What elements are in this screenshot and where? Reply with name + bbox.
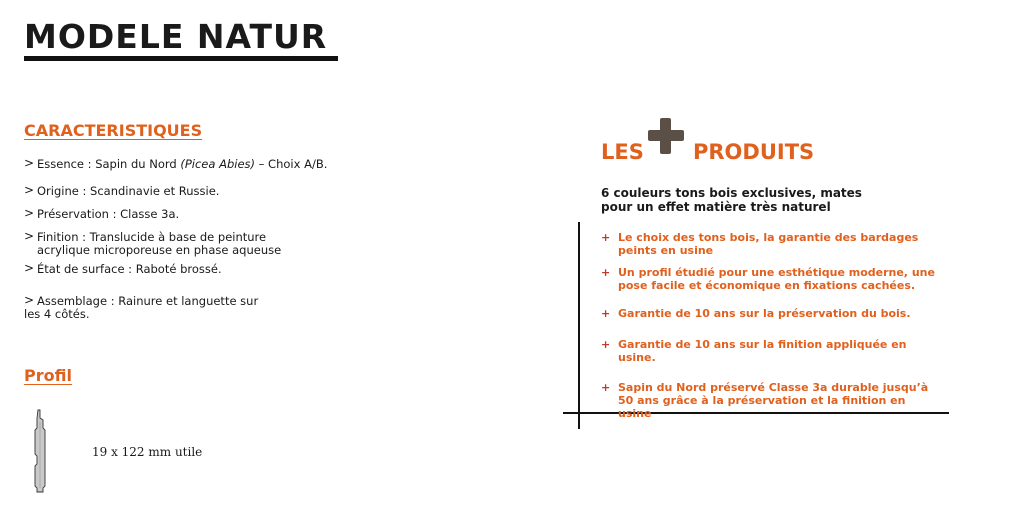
char-item-origine xyxy=(24,185,354,198)
products-intro-line1: 6 couleurs tons bois exclusives, mates xyxy=(601,186,862,200)
char-value-line2: les 4 côtés. xyxy=(24,307,90,321)
char-value: Rainure et languette sur xyxy=(114,294,259,308)
plus-bullet-icon: + xyxy=(601,307,611,320)
advantage-item xyxy=(601,338,941,364)
char-item-assemblage xyxy=(24,295,354,321)
char-value: Scandinavie et Russie. xyxy=(86,184,220,198)
board-profile-icon xyxy=(28,408,52,494)
advantage-line1: Garantie de 10 ans sur la préservation du bois. xyxy=(618,307,911,320)
advantage-line1: Le choix des tons bois, la garantie des bardages xyxy=(618,231,919,244)
profil-heading: Profil xyxy=(24,366,72,385)
vertical-divider xyxy=(578,222,580,429)
characteristics-heading: CARACTERISTIQUES xyxy=(24,121,203,140)
advantage-line2: 50 ans grâce à la préservation et la finition en usine xyxy=(618,394,906,420)
char-label: Finition : xyxy=(37,230,87,244)
char-item-essence xyxy=(24,158,354,171)
products-intro-line2: pour un effet matière très naturel xyxy=(601,200,831,214)
advantage-line1: Sapin du Nord préservé Classe 3a durable jusqu’à xyxy=(618,381,929,394)
plus-bullet-icon: + xyxy=(601,231,611,244)
advantage-item xyxy=(601,307,941,320)
page-title: MODELE NATUR xyxy=(24,18,338,61)
advantage-line1: Un profil étudié pour une esthétique moderne, une xyxy=(618,266,935,279)
profile-dimension: 19 x 122 mm utile xyxy=(92,445,203,459)
products-intro xyxy=(601,186,901,214)
char-value: Sapin du Nord xyxy=(91,157,181,171)
char-label: Origine : xyxy=(37,184,87,198)
plus-bullet-icon: + xyxy=(601,266,611,279)
char-value: Classe 3a. xyxy=(116,207,180,221)
chevron-right-icon: > xyxy=(24,229,35,243)
char-value-latin: (Picea Abies) xyxy=(180,157,255,171)
char-value: Raboté brossé. xyxy=(132,262,222,276)
char-label: Essence : xyxy=(37,157,92,171)
char-label: Préservation : xyxy=(37,207,117,221)
chevron-right-icon: > xyxy=(24,206,35,220)
plus-bullet-icon: + xyxy=(601,338,611,351)
char-item-finition xyxy=(24,231,354,257)
char-item-surface xyxy=(24,263,354,276)
char-value: Translucide à base de peinture xyxy=(86,230,267,244)
advantage-item xyxy=(601,231,941,257)
advantage-line2: usine. xyxy=(618,351,656,364)
char-value-grade: – Choix A/B. xyxy=(255,157,328,171)
advantage-line2: pose facile et économique en fixations cachées. xyxy=(618,279,916,292)
chevron-right-icon: > xyxy=(24,183,35,197)
chevron-right-icon: > xyxy=(24,261,35,275)
char-label: Assemblage : xyxy=(37,294,115,308)
advantage-line1: Garantie de 10 ans sur la finition appliquée en xyxy=(618,338,907,351)
products-produits-label: PRODUITS xyxy=(693,140,815,164)
char-item-preservation xyxy=(24,208,354,221)
advantage-item xyxy=(601,381,941,420)
advantage-line2: peints en usine xyxy=(618,244,714,257)
char-value-line2: acrylique microporeuse en phase aqueuse xyxy=(37,243,282,257)
plus-icon xyxy=(646,116,686,156)
chevron-right-icon: > xyxy=(24,156,35,170)
char-label: État de surface : xyxy=(37,262,133,276)
chevron-right-icon: > xyxy=(24,293,35,307)
plus-bullet-icon: + xyxy=(601,381,611,394)
advantage-item xyxy=(601,266,941,292)
products-les-label: LES xyxy=(601,140,644,164)
